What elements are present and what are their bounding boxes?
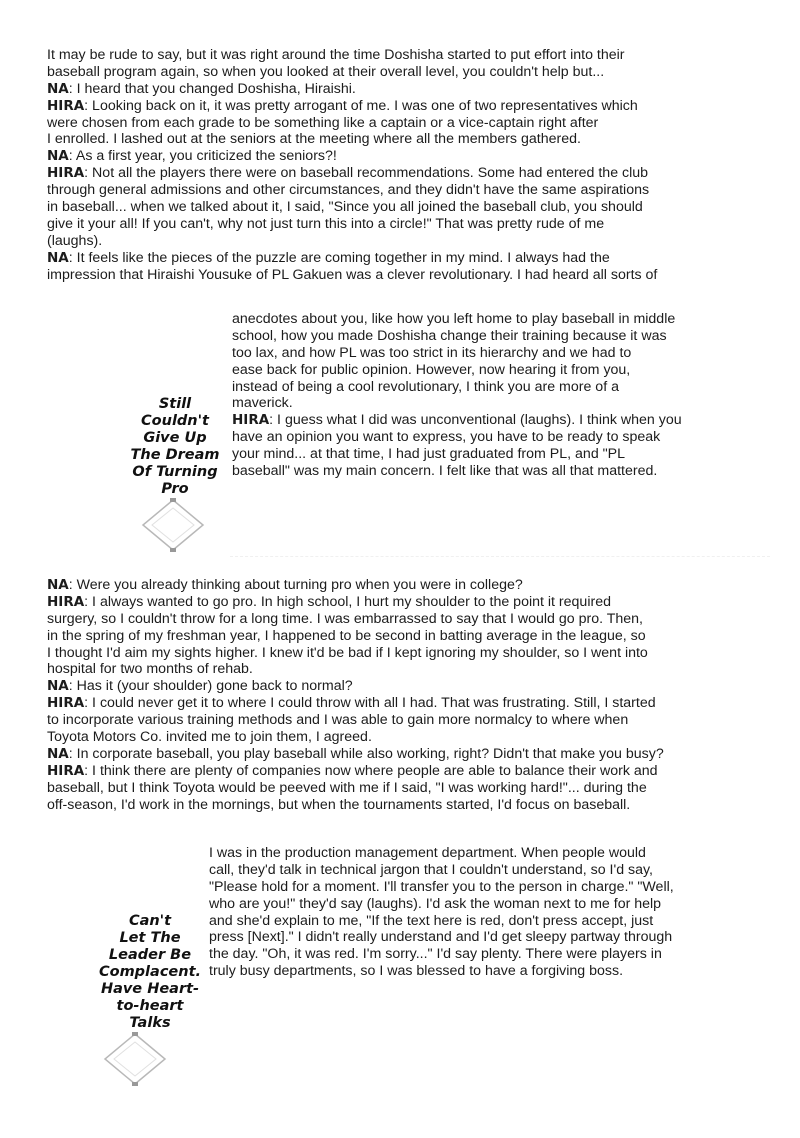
text-line bbox=[209, 845, 789, 862]
text-line bbox=[232, 395, 792, 412]
text-line bbox=[209, 946, 789, 963]
text-line bbox=[47, 763, 787, 780]
speaker-label: NA bbox=[47, 577, 69, 593]
line-text: in baseball... when we talked about it, I said, "Since you all joined the baseball club, you should bbox=[47, 199, 643, 216]
line-text: : I heard that you changed Doshisha, Hiraishi. bbox=[68, 80, 356, 97]
text-line bbox=[47, 661, 787, 678]
line-text: too lax, and how PL was too strict in its hierarchy and we had to bbox=[232, 344, 632, 361]
speaker-label: HIRA bbox=[47, 762, 85, 779]
line-text: school, how you made Doshisha change their training because it was bbox=[232, 327, 667, 344]
line-text: ease back for public opinion. However, now hearing it from you, bbox=[232, 361, 631, 378]
text-line bbox=[209, 929, 789, 946]
text-line bbox=[47, 182, 787, 199]
text-line bbox=[232, 311, 792, 328]
line-text: who are you!" they'd say (laughs). I'd ask the woman next to me for help bbox=[209, 895, 662, 912]
line-text: : It feels like the pieces of the puzzle are coming together in my mind. I always had the bbox=[68, 249, 610, 266]
line-text: : I always wanted to go pro. In high school, I hurt my shoulder to the point it required bbox=[84, 593, 611, 610]
text-line bbox=[47, 216, 787, 233]
line-text: : Has it (your shoulder) gone back to normal? bbox=[68, 678, 353, 695]
text-line bbox=[209, 879, 789, 896]
heading-line: Couldn't bbox=[141, 413, 209, 429]
line-text: baseball program again, so when you looked at their overall level, you couldn't help but... bbox=[47, 63, 605, 80]
heading-line: Pro bbox=[161, 481, 189, 497]
heading-line: to-heart bbox=[116, 998, 184, 1014]
speaker-label: HIRA bbox=[47, 695, 85, 712]
text-line bbox=[47, 712, 787, 729]
text-line bbox=[209, 896, 789, 913]
line-text: the day. "Oh, it was red. I'm sorry..." I'd say plenty. There were players in bbox=[209, 946, 662, 963]
text-line bbox=[232, 463, 792, 480]
line-text: : Not all the players there were on baseball recommendations. Some had entered the club bbox=[84, 165, 649, 182]
line-text: truly busy departments, so I was blessed to have a forgiving boss. bbox=[209, 963, 624, 980]
text-line bbox=[47, 746, 787, 763]
speaker-label: HIRA bbox=[47, 593, 85, 610]
line-text: to incorporate various training methods and I was able to gain more normalcy to where when bbox=[47, 712, 629, 729]
text-line bbox=[47, 98, 787, 115]
line-text: : I could never get it to where I could throw with all I had. That was frustrating. Still, I started bbox=[84, 695, 656, 712]
text-line bbox=[232, 345, 792, 362]
heading-line: Can't bbox=[128, 913, 172, 929]
heading-line: Still bbox=[158, 396, 192, 412]
speaker-label: NA bbox=[47, 678, 69, 695]
line-text: and she'd explain to me, "If the text here is red, don't press accept, just bbox=[209, 912, 654, 929]
line-text: : As a first year, you criticized the seniors?! bbox=[68, 148, 337, 165]
line-text: have an opinion you want to express, you have to be ready to speak bbox=[232, 429, 661, 446]
text-line bbox=[47, 81, 787, 98]
line-text: I enrolled. I lashed out at the seniors at the meeting where all the members gathered. bbox=[47, 131, 581, 148]
baseball-diamond-icon bbox=[141, 498, 205, 552]
text-line bbox=[209, 963, 789, 980]
line-text: : Looking back on it, it was pretty arrogant of me. I was one of two representatives which bbox=[84, 97, 638, 114]
line-text: : In corporate baseball, you play baseball while also working, right? Didn't that make you busy? bbox=[68, 745, 664, 762]
heading-cant-let-the-leader-be-complacent bbox=[95, 913, 205, 1032]
text-line bbox=[47, 199, 787, 216]
heading-line: Talks bbox=[129, 1015, 171, 1031]
line-text: maverick. bbox=[232, 395, 293, 412]
heading-line: Let The bbox=[119, 930, 181, 946]
line-text: give it your all! If you can't, why not just turn this into a circle!" That was pretty rude of me bbox=[47, 215, 605, 232]
line-text: "Please hold for a moment. I'll transfer you to the person in charge." "Well, bbox=[209, 878, 674, 895]
heading-line: Give Up bbox=[143, 430, 207, 446]
line-text: I thought I'd aim my sights higher. I knew it'd be bad if I kept ignoring my shoulder, so I went into bbox=[47, 644, 648, 661]
text-line bbox=[232, 412, 792, 429]
section-divider bbox=[230, 556, 770, 557]
speaker-label: HIRA bbox=[47, 97, 85, 114]
line-text: your mind... at that time, I had just graduated from PL, and "PL bbox=[232, 446, 626, 463]
text-line bbox=[47, 250, 787, 267]
text-line bbox=[47, 165, 787, 182]
baseball-diamond-icon bbox=[103, 1032, 167, 1086]
text-line bbox=[47, 148, 787, 165]
line-text: through general admissions and other circumstances, and they didn't have the same aspirations bbox=[47, 182, 650, 199]
text-line bbox=[47, 611, 787, 628]
text-line bbox=[47, 233, 787, 250]
text-line bbox=[47, 594, 787, 611]
line-text: : Were you already thinking about turning pro when you were in college? bbox=[68, 577, 523, 593]
text-line bbox=[209, 913, 789, 930]
line-text: call, they'd talk in technical jargon that I couldn't understand, so I'd say, bbox=[209, 861, 653, 878]
line-text: : I think there are plenty of companies now where people are able to balance their work and bbox=[84, 762, 658, 779]
interview-section-bottom bbox=[209, 845, 789, 980]
text-line bbox=[232, 446, 792, 463]
interview-section-top bbox=[47, 47, 787, 283]
heading-line: Complacent. bbox=[98, 964, 202, 980]
text-line bbox=[47, 64, 787, 81]
line-text: hospital for two months of rehab. bbox=[47, 661, 253, 678]
text-line bbox=[47, 577, 787, 594]
text-line bbox=[47, 645, 787, 662]
speaker-label: NA bbox=[47, 80, 69, 97]
text-line bbox=[47, 695, 787, 712]
text-line bbox=[232, 429, 792, 446]
line-text: I was in the production management department. When people would bbox=[209, 845, 646, 861]
heading-line: The Dream bbox=[130, 447, 220, 463]
speaker-label: NA bbox=[47, 148, 69, 165]
text-line bbox=[47, 678, 787, 695]
line-text: instead of being a cool revolutionary, I think you are more of a bbox=[232, 378, 619, 395]
heading-line: Have Heart- bbox=[100, 981, 200, 997]
heading-line: Leader Be bbox=[108, 947, 192, 963]
line-text: baseball" was my main concern. I felt like that was all that mattered. bbox=[232, 463, 658, 480]
line-text: off-season, I'd work in the mornings, but when the tournaments started, I'd focus on baseball. bbox=[47, 796, 631, 813]
text-line bbox=[232, 379, 792, 396]
line-text: press [Next]." I didn't really understand and I'd get sleepy partway through bbox=[209, 929, 673, 946]
line-text: surgery, so I couldn't throw for a long time. I was embarrassed to say that I would go pro. Then, bbox=[47, 610, 643, 627]
speaker-label: HIRA bbox=[47, 165, 85, 182]
line-text: baseball, but I think Toyota would be peeved with me if I said, "I was working hard!"... during the bbox=[47, 779, 647, 796]
line-text: Toyota Motors Co. invited me to join them, I agreed. bbox=[47, 729, 372, 746]
interview-section-mid2 bbox=[47, 577, 787, 813]
text-line bbox=[232, 328, 792, 345]
line-text: impression that Hiraishi Yousuke of PL Gakuen was a clever revolutionary. I had heard all sorts of bbox=[47, 266, 658, 283]
line-text: : I guess what I did was unconventional (laughs). I think when you bbox=[269, 412, 682, 429]
text-line bbox=[47, 628, 787, 645]
line-text: anecdotes about you, like how you left home to play baseball in middle bbox=[232, 311, 676, 327]
heading-line: Of Turning bbox=[132, 464, 218, 480]
text-line bbox=[47, 797, 787, 814]
speaker-label: HIRA bbox=[232, 412, 270, 429]
text-line bbox=[47, 729, 787, 746]
text-line bbox=[47, 267, 787, 284]
text-line bbox=[47, 780, 787, 797]
line-text: It may be rude to say, but it was right around the time Doshisha started to put effort into their bbox=[47, 47, 625, 63]
text-line bbox=[47, 47, 787, 64]
heading-still-couldnt-give-up bbox=[120, 396, 230, 498]
line-text: were chosen from each grade to be something like a captain or a vice-captain right after bbox=[47, 114, 599, 131]
text-line bbox=[47, 131, 787, 148]
speaker-label: NA bbox=[47, 745, 69, 762]
text-line bbox=[209, 862, 789, 879]
text-line bbox=[232, 362, 792, 379]
line-text: in the spring of my freshman year, I happened to be second in batting average in the league, so bbox=[47, 627, 646, 644]
interview-section-mid1 bbox=[232, 311, 792, 480]
speaker-label: NA bbox=[47, 249, 69, 266]
line-text: (laughs). bbox=[47, 232, 103, 249]
text-line bbox=[47, 115, 787, 132]
